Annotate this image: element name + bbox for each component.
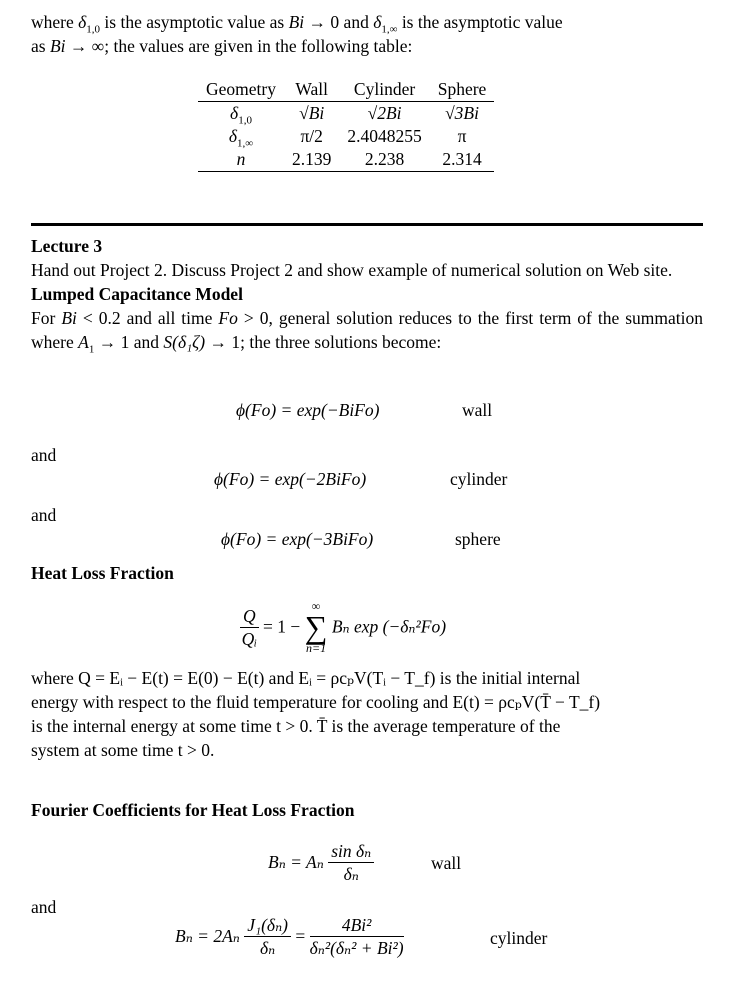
fraction-numerator: sin δₙ	[328, 840, 374, 863]
fraction-denominator: Qᵢ	[241, 628, 258, 649]
fraction-numerator: 4Bi²	[310, 914, 404, 937]
heat-loss-paragraph	[31, 666, 703, 762]
math-symbol: S	[163, 332, 173, 352]
equation-sphere: ϕ(Fo) = exp(−3BiFo)	[221, 529, 374, 549]
equation-label-cylinder: cylinder	[450, 469, 508, 489]
equation-label-wall: wall	[462, 400, 493, 420]
and-text: and	[31, 505, 57, 525]
fraction-denominator: δₙ	[260, 938, 276, 958]
math-symbol: δ	[373, 12, 382, 32]
text: is the asymptotic value	[397, 12, 563, 32]
math-symbol: δ	[78, 12, 87, 32]
table-row	[198, 148, 494, 172]
intro-paragraph	[31, 10, 703, 58]
cell: √3Bi	[445, 103, 479, 123]
equation-wall: ϕ(Fo) = exp(−BiFo)	[236, 400, 380, 420]
text: > 0, general solution reduces to the first term of the summation where	[31, 308, 704, 352]
cell: 2.314	[442, 149, 482, 169]
header-cylinder: Cylinder	[353, 79, 416, 99]
summation-upper: ∞	[311, 599, 321, 613]
math-symbol: Bi	[61, 308, 77, 328]
summation	[305, 600, 328, 654]
fraction	[328, 840, 374, 885]
lumped-text	[31, 306, 703, 354]
text: where	[31, 12, 79, 32]
math-symbol: Fo	[218, 308, 238, 328]
heat-loss-title: Heat Loss Fraction	[31, 563, 174, 583]
q-fraction	[240, 605, 259, 650]
equation-label-cylinder: cylinder	[490, 928, 548, 948]
text: For	[31, 308, 62, 328]
row-label: n	[236, 149, 246, 169]
lecture-text: Hand out Project 2. Discuss Project 2 and show example of numerical solution on Web site.	[31, 260, 673, 280]
row-label: δ	[230, 103, 239, 123]
header-wall: Wall	[295, 79, 328, 99]
lecture-title: Lecture 3	[31, 236, 103, 256]
text-line: system at some time t > 0.	[31, 740, 215, 760]
equation-cylinder: ϕ(Fo) = exp(−2BiFo)	[214, 469, 367, 489]
cell: 2.238	[364, 149, 405, 169]
math-subscript: 1,∞	[381, 23, 398, 36]
and-text: and	[31, 445, 57, 465]
header-geometry: Geometry	[206, 79, 276, 99]
summation-lower: n=1	[305, 641, 327, 655]
fraction-denominator: δₙ	[343, 864, 359, 884]
cell: √2Bi	[367, 103, 402, 123]
equation-text: =	[295, 926, 306, 946]
text-line: where Q = Eᵢ − E(t) = E(0) − E(t) and Eᵢ = ρcₚV(Tᵢ − T_f) is the initial internal	[31, 668, 581, 688]
math-symbol: Bi	[49, 36, 66, 56]
fraction-numerator: J₁(δₙ)	[244, 914, 291, 937]
text: → 1 and	[94, 332, 164, 352]
header-sphere: Sphere	[437, 79, 487, 99]
heat-loss-equation	[240, 600, 446, 654]
fraction	[310, 914, 404, 959]
text: as	[31, 36, 50, 56]
equation-text: Bₙ exp (−δₙ²Fo)	[331, 616, 447, 637]
lumped-title: Lumped Capacitance Model	[31, 284, 243, 304]
math-symbol: Bi	[288, 12, 305, 32]
cell: π/2	[300, 126, 323, 146]
row-label-sub: 1,∞	[237, 137, 254, 150]
text: → 1; the three solutions become:	[205, 332, 442, 352]
row-label-sub: 1,0	[238, 114, 252, 127]
fourier-title: Fourier Coefficients for Heat Loss Fraction	[31, 800, 355, 820]
fraction-denominator: δₙ²(δₙ² + Bi²)	[309, 938, 404, 958]
text: is the asymptotic value as	[100, 12, 289, 32]
section-divider	[31, 223, 703, 226]
text-line: is the internal energy at some time t > 0. T̄ is the average temperature of the	[31, 716, 561, 736]
cell: 2.139	[291, 149, 332, 169]
lecture-section	[31, 234, 703, 354]
row-label: δ	[228, 126, 238, 146]
cell: 2.4048255	[347, 126, 422, 146]
table-row	[198, 125, 494, 148]
equation-label-wall: wall	[431, 853, 462, 873]
text: → 0 and	[304, 12, 374, 32]
table-row	[198, 102, 494, 126]
text: → ∞; the values are given in the following table:	[65, 36, 413, 56]
math-subscript: 1,0	[86, 23, 101, 36]
and-text: and	[31, 897, 57, 917]
equation-text: Bₙ = 2Aₙ	[175, 926, 240, 946]
text: < 0.2 and all time	[76, 308, 219, 328]
fourier-wall-equation	[268, 840, 374, 885]
asymptotic-table	[198, 78, 494, 172]
equation-text: = 1 −	[263, 616, 301, 637]
fraction-numerator: Q	[240, 605, 259, 628]
math-symbol: (δ₁ζ)	[172, 332, 206, 352]
fraction	[244, 914, 291, 959]
math-subscript: 1	[88, 343, 95, 356]
summation-icon: ∑	[304, 609, 328, 645]
cell: √Bi	[299, 103, 325, 123]
equation-text: Bₙ = Aₙ	[268, 852, 324, 872]
equation-label-sphere: sphere	[455, 529, 501, 549]
cell: π	[457, 126, 467, 146]
math-symbol: A	[78, 332, 89, 352]
text-line: energy with respect to the fluid temperature for cooling and E(t) = ρcₚV(T̄ − T_f)	[31, 692, 601, 712]
fourier-cylinder-equation	[175, 914, 404, 959]
